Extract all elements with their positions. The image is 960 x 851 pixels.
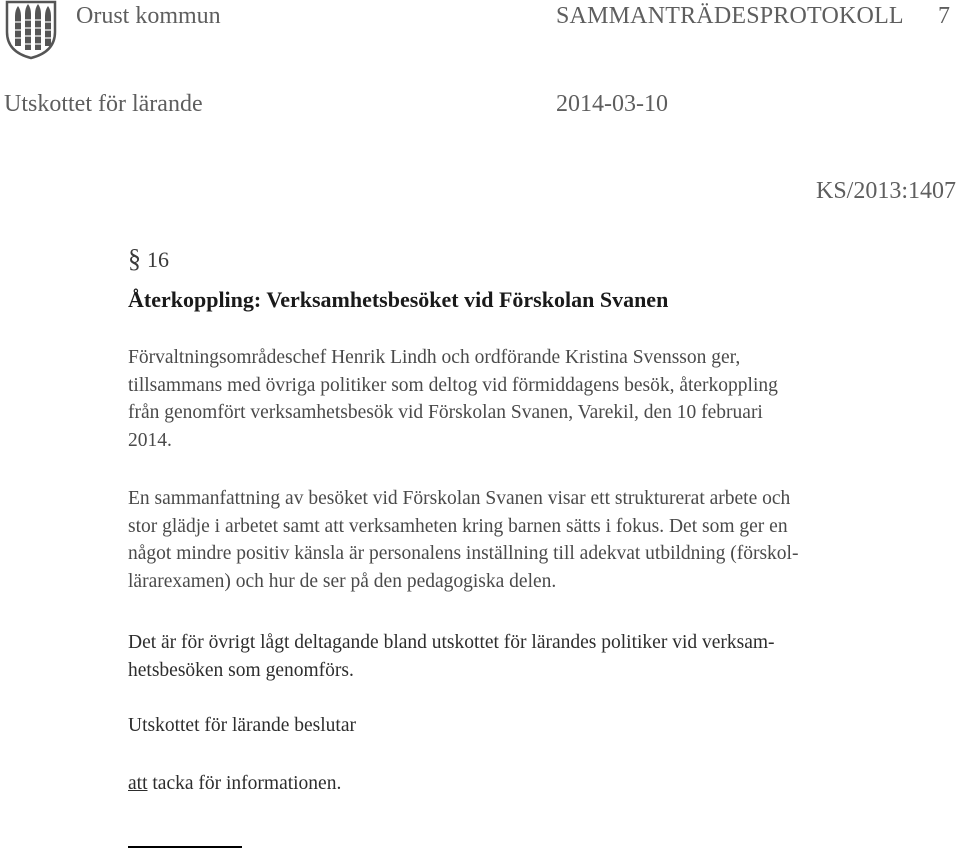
section-number xyxy=(128,244,169,274)
municipality-name: Orust kommun xyxy=(76,3,221,29)
item-title: Återkoppling: Verksamhetsbesöket vid Förskolan Svanen xyxy=(128,287,669,312)
decision-body: tacka för informationen. xyxy=(152,773,342,794)
document-type: SAMMANTRÄDESPROTOKOLL xyxy=(556,3,904,29)
page-number: 7 xyxy=(938,3,950,29)
section-symbol: § xyxy=(128,244,141,273)
text-line: hetsbesöken som genomförs. xyxy=(128,659,354,681)
text-line: En sammanfattning av besöket vid Förskolan Svanen visar ett strukturerat arbete och xyxy=(128,488,791,509)
text-line: tillsammans med övriga politiker som deltog vid förmiddagens besök, återkoppling xyxy=(128,374,778,396)
committee-name: Utskottet för lärande xyxy=(4,91,203,117)
paragraph-summary xyxy=(128,485,958,595)
text-line: lärarexamen) och hur de ser på den pedagogiska delen. xyxy=(128,570,557,592)
paragraph-participation xyxy=(128,629,958,684)
decision-heading-text: Utskottet för lärande beslutar xyxy=(128,715,356,736)
text-line: 2014. xyxy=(128,429,172,451)
paragraph-background xyxy=(128,344,958,454)
signature-rule xyxy=(128,846,242,848)
text-line: från genomfört verksamhetsbesök vid Förskolan Svanen, Varekil, den 10 februari xyxy=(128,402,763,424)
case-number: KS/2013:1407 xyxy=(816,178,957,204)
municipal-crest-icon xyxy=(4,0,58,60)
meeting-date: 2014-03-10 xyxy=(556,91,668,117)
text-line: Det är för övrigt lågt deltagande bland utskottet för lärandes politiker vid verksam- xyxy=(128,632,775,653)
text-line: något mindre positiv känsla är personalens inställning till adekvat utbildning (förskol- xyxy=(128,543,799,565)
decision-text xyxy=(128,770,958,798)
att-keyword: att xyxy=(128,773,148,794)
text-line: Förvaltningsområdeschef Henrik Lindh och ordförande Kristina Svensson ger, xyxy=(128,347,741,368)
decision-heading xyxy=(128,712,958,740)
text-line: stor glädje i arbetet samt att verksamheten kring barnen sätts i fokus. Det som ger en xyxy=(128,515,788,537)
section-number-value: 16 xyxy=(147,247,169,272)
